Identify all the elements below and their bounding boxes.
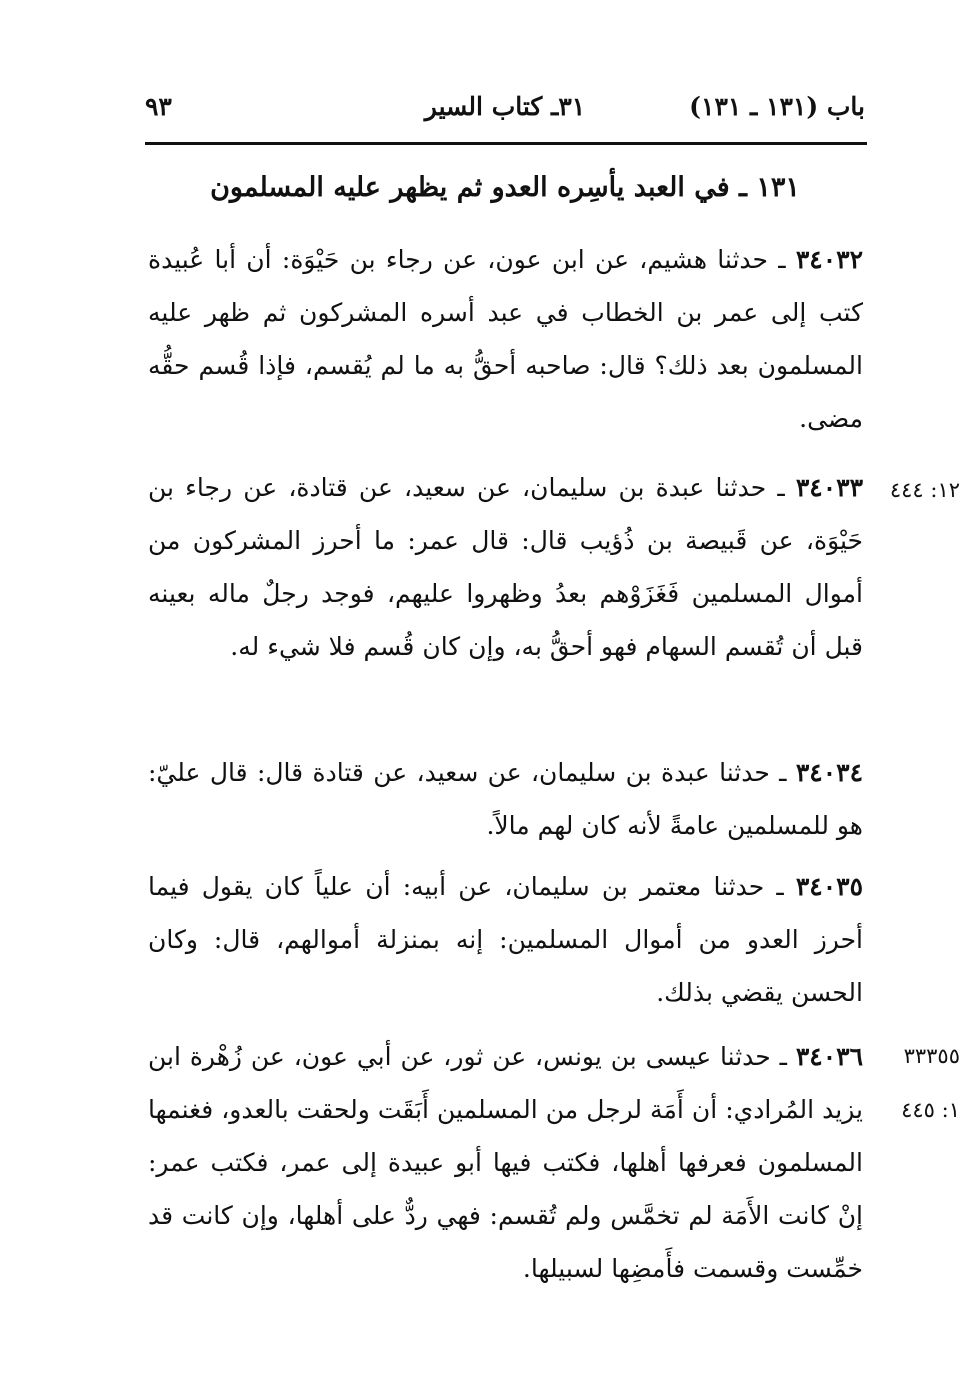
hadith-34035 [148,860,863,1019]
hadith-text: ـ حدثنا معتمر بن سليمان، عن أبيه: أن علياً كان يقول فيما أحرز العدو من أموال المسلمين: إنه بمنزلة أموالهم، قال: وكان الحسن يقضي بذلك. [148,872,863,1007]
hadith-text: ـ حدثنا عبدة بن سليمان، عن سعيد، عن قتادة، عن رجاء بن حَيْوَة، عن قَبيصة بن ذُؤيب قال: قال عمر: ما أحرز المشركون من أموال المسلمين فَغَزَوْهم بعدُ وظهروا عليهم، فوجد رجلٌ ماله بعينه قبل أن تُقسم السهام فهو أحقُّ به، وإن كان قُسم فلا شيء له. [148,473,863,661]
hadith-text: ـ حدثنا عيسى بن يونس، عن ثور، عن أبي عون، عن زُهْرة ابن يزيد المُرادي: أن أَمَة لرجل من المسلمين أَبَقَت ولحقت بالعدو، فغنمها المسلمون فعرفها أهلها، فكتب فيها أبو عبيدة إلى عمر، فكتب عمر: إنْ كانت الأَمَة لم تخمَّس ولم تُقسم: فهي ردٌّ على أهلها، وإن كانت قد خمِّست وقسمت فأَمضِها لسبيلها. [148,1042,863,1283]
chapter-title: ١٣١ ـ في العبد يأسِره العدو ثم يظهر عليه المسلمون [210,172,800,203]
running-header [145,92,865,132]
margin-note-volume-page: ١٢: ٤٤٤ [889,478,960,502]
hadith-text: ـ حدثنا هشيم، عن ابن عون، عن رجاء بن حَيْوَة: أن أبا عُبيدة كتب إلى عمر بن الخطاب في عبد أسره المشركون ثم ظهر عليه المسلمون بعد ذلك؟ قال: صاحبه أحقُّ به ما لم يُقسم، فإذا قُسم حقُّه مضى. [148,245,863,433]
header-rule [145,142,867,145]
hadith-text: ـ حدثنا عبدة بن سليمان، عن سعيد، عن قتادة قال: قال عليّ: هو للمسلمين عامةً لأنه كان لهم مالاً. [148,758,863,840]
header-chapter-range: باب (١٣١ ـ ١٣١) [689,92,865,121]
hadith-34032 [148,233,863,445]
hadith-number: ٣٤٠٣٣ [795,473,863,502]
hadith-34036 [148,1030,863,1295]
header-book-title: ٣١ـ كتاب السير [424,92,586,121]
hadith-34034 [148,746,863,852]
hadith-number: ٣٤٠٣٢ [795,245,863,274]
hadith-number: ٣٤٠٣٦ [795,1042,863,1071]
hadith-34033 [148,461,863,673]
hadith-number: ٣٤٠٣٥ [795,872,863,901]
margin-note-cross-reference: ٣٣٣٥٥ [903,1044,960,1068]
page-number: ٩٣ [145,92,172,121]
hadith-number: ٣٤٠٣٤ [795,758,863,787]
margin-note-volume-page: ١: ٤٤٥ [901,1098,960,1122]
